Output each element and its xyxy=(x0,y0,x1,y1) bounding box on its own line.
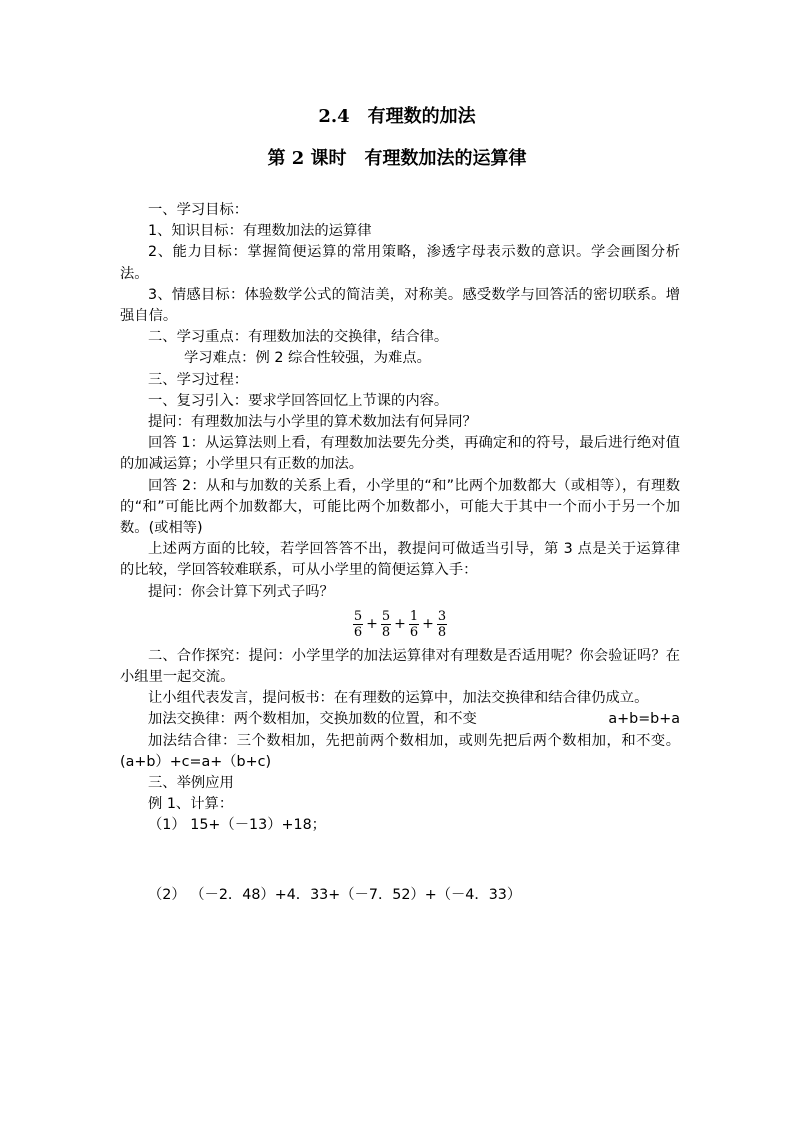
emotion-objective: 3、情感目标：体验数学公式的简洁美，对称美。感受数学与回答活的密切联系。增强自信。 xyxy=(120,286,680,325)
example-1-part-1: （1） 15+（－13）+18； xyxy=(148,817,326,834)
ability-objective: 2、能力目标：掌握简便运算的常用策略，渗透字母表示数的意识。学会画图分析法。 xyxy=(120,244,680,282)
review-intro: 一、复习引入：要求学回答回忆上节课的内容。 xyxy=(148,392,449,409)
section-heading-process: 三、学习过程： xyxy=(148,371,249,388)
fraction-4: $\frac{3}{8}$ xyxy=(437,609,447,641)
document-body xyxy=(120,200,680,906)
key-points: 二、学习重点：有理数加法的交换律，结合律。 xyxy=(148,329,449,346)
document-subtitle: 第 2 课时 有理数加法的运算律 xyxy=(267,148,527,169)
answer-1: 回答 1：从运算法则上看，有理数加法要先分类，再确定和的符号，最后进行绝对值的加减运算；小学里只有正数的加法。 xyxy=(120,435,680,473)
fraction-3: $\frac{1}{6}$ xyxy=(409,609,419,641)
example-1-part-2: （2） （－2．48）+4．33+（－7．52）+（－4．33） xyxy=(148,886,522,903)
commutative-law-text: 加法交换律：两个数相加，交换加数的位置，和不变 xyxy=(148,711,477,728)
section-heading-examples: 三、举例应用 xyxy=(148,775,234,792)
commutative-law xyxy=(120,709,680,730)
group-presentation: 让小组代表发言，提问板书：在有理数的运算中，加法交换律和结合律仍成立。 xyxy=(148,690,649,707)
plus-operator: + xyxy=(422,616,434,633)
cooperative-inquiry: 二、合作探究：提问：小学里学的加法运算律对有理数是否适用呢？你会验证吗？在小组里一起交流。 xyxy=(120,647,680,686)
document-title: 2.4 有理数的加法 xyxy=(318,106,476,127)
plus-operator: + xyxy=(394,616,406,633)
question-1: 提问：有理数加法与小学里的算术数加法有何异同？ xyxy=(148,414,477,431)
plus-operator: + xyxy=(366,616,378,633)
section-heading-objectives: 一、学习目标： xyxy=(148,202,249,218)
example-1-heading: 例 1、计算： xyxy=(148,796,234,813)
fraction-1: $\frac{5}{6}$ xyxy=(353,609,363,641)
question-2: 提问：你会计算下列式子吗？ xyxy=(148,583,334,600)
fraction-formula xyxy=(120,604,680,646)
commutative-law-formula: a+b=b+a xyxy=(608,711,680,728)
answer-2: 回答 2：从和与加数的关系上看，小学里的“和”比两个加数都大（或相等），有理数的“和”可能比两个加数都大，可能比两个加数都小，可能大于其中一个而小于另一个加数。(或相等) xyxy=(120,477,680,537)
knowledge-objective: 1、知识目标：有理数加法的运算律 xyxy=(148,223,372,240)
fraction-2: $\frac{5}{8}$ xyxy=(381,609,391,641)
associative-law: 加法结合律：三个数相加，先把前两个数相加，或则先把后两个数相加，和不变。(a+b）+c=a+（b+c) xyxy=(120,732,680,770)
answer-space xyxy=(120,837,680,885)
difficult-points: 学习难点：例 2 综合性较强，为难点。 xyxy=(184,350,431,367)
comparison-note: 上述两方面的比较，若学回答答不出，教提问可做适当引导，第 3 点是关于运算律的比较，学回答较难联系，可从小学里的简便运算入手： xyxy=(120,541,680,579)
